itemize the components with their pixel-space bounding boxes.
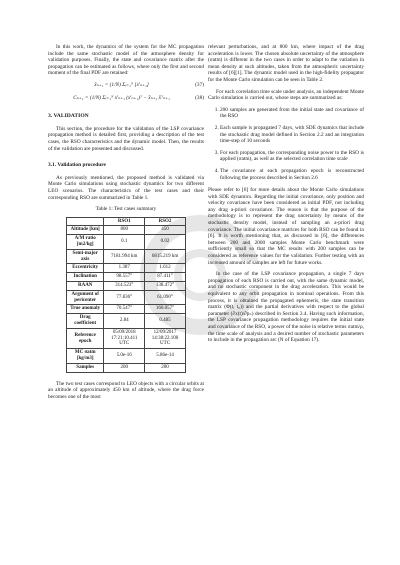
left-paragraph-2: This section, the procedure for the validation of the LSP covariance propagation method is detailed first, providing a description of the test cases, the RSO characteristics and the dynamic model. Then, the results of the validation are presented and discussed.	[48, 125, 204, 152]
table-cell: 5.86e-14	[145, 349, 186, 364]
list-item: 4. The covariance at each propagation epoch is reconstructed following the process described in Section 2.6	[220, 168, 364, 181]
table-cell: 70.547°	[104, 305, 145, 314]
equation-38-number: (38)	[195, 94, 204, 101]
table-row	[67, 349, 186, 364]
table-cell: 800	[104, 226, 145, 235]
section-title: 3. VALIDATION	[48, 113, 89, 120]
table-param: Semi-major axis	[67, 249, 104, 264]
right-paragraph-1: relevant perturbations, and at 800 km, where impact of the drag acceleration is lower. The chosen absolute uncertainty of the atmosphere (σatm) is different in the two cases in order to adapt to the variation in mean density at such altitudes, taken from the atmospheric uncertainty results of [6][1]. The dynamic model used in the high-fidelity propagator for the Monte Carlo simulation can be seen in Table 2.	[208, 44, 364, 83]
table-param: Reference epoch	[67, 328, 104, 348]
equation-38	[48, 95, 204, 102]
table-cell: 200	[104, 363, 145, 372]
left-paragraph-1: In this work, the dynamics of the system for the MC propagation include the same stochastic model of the atmosphere density for validation purposes. Finally, the state and covariance matrix after the propagation can be estimated as follows, where only the first and second moment of the final PDF are retained:	[48, 44, 204, 77]
table-row	[67, 363, 186, 372]
equation-37	[48, 82, 204, 89]
table-row	[67, 273, 186, 282]
table-caption: Table 1: Test cases summary	[95, 206, 157, 213]
equation-37-number: (37)	[195, 81, 204, 88]
table-cell: 450	[145, 226, 186, 235]
right-paragraph-3: Please refer to [6] for more details about the Monte Carlo simulations with SDE dynamics. Regarding the initial covariance, only position and velocity covariance have been considered as initial PDF, not including any drag a-priori covariance. The reason is that the purpose of the methodology is to represent the drag uncertainty by means of the stochastic density model, instead of sampling an a-priori drag covariance. The initial covariance matrices for both RSO can be found in [6]. It is worth mentioning that, as discussed in [6], the differences between 200 and 2000 samples Monte Carlo benchmark were sufficiently small so that the MC results with 200 samples can be considered as reference values for the validation. Further testing with an increased amount of samples are left for future works.	[208, 187, 364, 266]
table-cell: 61.090°	[145, 290, 186, 305]
table-row	[67, 226, 186, 235]
table-cell: 0.1	[104, 235, 145, 250]
table-row	[67, 235, 186, 250]
equation-38-body: Cₙ₊₁ = (1/N) Σᵢ₌₁ᴺ xⁱₙ₊₁ (xⁱₙ₊₁)ᵀ − x̂ₙ₊₁ x̂ᵀₙ₊₁	[73, 94, 170, 101]
table-param: Inclination	[67, 273, 104, 282]
table-row	[67, 328, 186, 348]
table-header-cell: RSO1	[104, 217, 145, 226]
table-row	[67, 290, 186, 305]
table-cell: 1.612	[145, 264, 186, 273]
table-header-row	[67, 217, 186, 226]
table-cell: 314.523°	[104, 282, 145, 291]
table-cell: 0.02	[145, 235, 186, 250]
table-param: Altitude [km]	[67, 226, 104, 235]
table-cell: 200	[145, 363, 186, 372]
table-cell: 0.485	[145, 314, 186, 329]
table-cell: 6815.219 km	[145, 249, 186, 264]
procedure-steps-list	[208, 107, 364, 181]
table-param: RAAN	[67, 282, 104, 291]
table-cell: 160.057°	[145, 305, 186, 314]
list-item: 3. For each propagation, the corresponding noise power to the RSO is applied (σatm), as well as the selected correlation time scale	[220, 150, 364, 163]
table-param: Drag coefficient	[67, 314, 104, 329]
table-header-cell	[67, 217, 104, 226]
test-cases-table	[66, 217, 186, 373]
table-row	[67, 249, 186, 264]
table-cell: 77.836°	[104, 290, 145, 305]
table-cell: 1.387	[104, 264, 145, 273]
table-row	[67, 314, 186, 329]
table-row	[67, 264, 186, 273]
table-cell: 5.0e-16	[104, 349, 145, 364]
table-cell: 12/09/2017 14:38:22.100 UTC	[145, 328, 186, 348]
equation-37-body: x̂ₙ₊₁ = (1/N) Σᵢ₌₁ᴺ [xⁱₙ₊₁]	[94, 81, 149, 88]
table-param: MC σatm [kg/m3]	[67, 349, 104, 364]
table-cell: 87.411°	[145, 273, 186, 282]
table-param: True anomaly	[67, 305, 104, 314]
table-cell: 2.84	[104, 314, 145, 329]
table-row	[67, 305, 186, 314]
right-column	[208, 44, 364, 349]
table-cell: 05/09/2018 17:21:10.411 UTC	[104, 328, 145, 348]
left-paragraph-4: The two test cases correspond to LEO objects with a circular orbits at an altitude of approximately 450 km of altitude, where the drag force becomes one of the most	[48, 380, 204, 400]
table-param: Samples	[67, 363, 104, 372]
table-header-cell: RSO2	[145, 217, 186, 226]
table-cell: 98.557°	[104, 273, 145, 282]
right-paragraph-2: For each correlation time scale under analysis, an independent Monte Carlo simulation is carried out, whose steps are summarized as:	[208, 88, 364, 102]
table-cell: 7181.994 km	[104, 249, 145, 264]
table-param: A/M ratio [m2/kg]	[67, 235, 104, 250]
subsection-title: 3.1. Validation procedure	[48, 162, 106, 169]
right-paragraph-4: In the case of the LSP covariance propagation, a single 7 days propagation of each RSO is carried out, with the same dynamic model, and no stochastic component in the drag acceleration. This would be equivalent to any orbit propagation in nominal operations. From this process, it is obtained the propagated ephemeris, the state transition matrix (Φ(t, t₀)) and the partial derivatives with respect to the global parameter (∂x(t)/∂pₙ) described in Section 2.4. Having such information, the LSP covariance propagation methodology requires the initial state and covariance of the RSO, a power of the noise in relative terms σatm/ρ, the time scale of analysis and a desired number of stochastic parameters to include in the propagation arc (N of Equation 17).	[208, 271, 364, 344]
table-cell: 138.472°	[145, 282, 186, 291]
left-column	[48, 44, 204, 405]
table-row	[67, 282, 186, 291]
left-paragraph-3: As previously mentioned, the proposed method is validated via Monte Carlo simulations using stochastic dynamics for two different LEO scenarios. The characteristics of the test cases and their corresponding RSO are summarized in Table 1.	[48, 174, 204, 201]
table-param: Argument of pericenter	[67, 290, 104, 305]
list-item: 1. 200 samples are generated from the initial state and covariance of the RSO	[220, 107, 364, 120]
table-param: Eccentricity	[67, 264, 104, 273]
list-item: 2. Each sample is propagated 7 days, with SDE dynamics that include the stochastic drag model defined in Section 2.2 and an integration time-step of 10 seconds	[220, 125, 364, 145]
